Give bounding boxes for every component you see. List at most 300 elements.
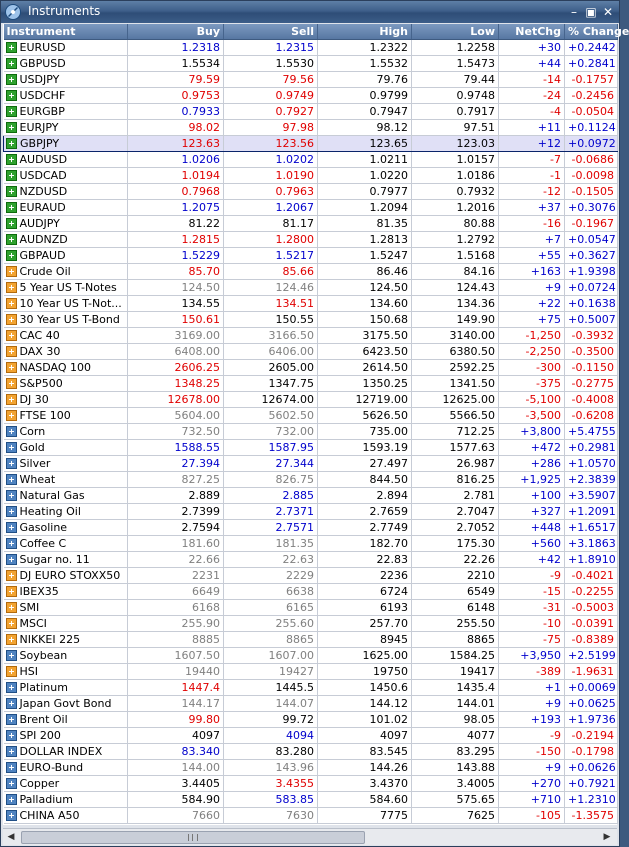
buy-cell[interactable]: 2.7594 [128, 520, 224, 536]
high-cell: 1.2322 [318, 40, 412, 56]
buy-cell[interactable]: 81.22 [128, 216, 224, 232]
buy-cell[interactable]: 4097 [128, 728, 224, 744]
net-cell: +42 [499, 552, 565, 568]
instrument-name-cell[interactable] [4, 136, 128, 152]
buy-cell[interactable]: 144.17 [128, 696, 224, 712]
instrument-name-cell[interactable] [4, 248, 128, 264]
instrument-name-cell[interactable] [4, 648, 128, 664]
col-header-instrument[interactable]: Instrument [4, 24, 128, 40]
buy-cell[interactable]: 1.2075 [128, 200, 224, 216]
sell-cell[interactable]: 1.2315 [224, 40, 318, 56]
futures-icon[interactable] [6, 810, 17, 821]
instrument-name: Corn [19, 425, 46, 438]
instrument-row[interactable] [4, 152, 618, 168]
buy-cell[interactable]: 0.7968 [128, 184, 224, 200]
instrument-row[interactable] [4, 88, 618, 104]
instrument-name-cell[interactable] [4, 664, 128, 680]
net-cell: -150 [499, 744, 565, 760]
instrument-row[interactable] [4, 696, 618, 712]
col-header-sell[interactable]: Sell [224, 24, 318, 40]
fx-pair-icon[interactable] [6, 250, 17, 261]
instrument-name: Natural Gas [19, 489, 85, 502]
instrument-row[interactable] [4, 536, 618, 552]
fx-pair-icon[interactable] [6, 122, 17, 133]
instrument-name-cell[interactable] [4, 168, 128, 184]
sell-cell[interactable]: 732.00 [224, 424, 318, 440]
buy-cell[interactable]: 255.90 [128, 616, 224, 632]
title-bar[interactable] [1, 1, 619, 23]
instrument-name-cell[interactable] [4, 88, 128, 104]
futures-icon[interactable] [6, 474, 17, 485]
futures-icon[interactable] [6, 538, 17, 549]
buy-cell[interactable]: 2.889 [128, 488, 224, 504]
sell-cell[interactable]: 8865 [224, 632, 318, 648]
instrument-row[interactable] [4, 520, 618, 536]
instrument-name-cell[interactable] [4, 744, 128, 760]
instrument-name-cell[interactable] [4, 632, 128, 648]
instrument-name-cell[interactable] [4, 696, 128, 712]
sell-cell[interactable]: 19427 [224, 664, 318, 680]
pct-cell: -0.0391 [565, 616, 618, 632]
cfd-icon[interactable] [6, 314, 17, 325]
instrument-row[interactable] [4, 232, 618, 248]
futures-icon[interactable] [6, 730, 17, 741]
instrument-name-cell[interactable] [4, 488, 128, 504]
futures-icon[interactable] [6, 522, 17, 533]
net-cell: -105 [499, 808, 565, 824]
fx-pair-icon[interactable] [6, 218, 17, 229]
instrument-row[interactable] [4, 408, 618, 424]
cfd-icon[interactable] [6, 586, 17, 597]
buy-cell[interactable]: 1588.55 [128, 440, 224, 456]
instrument-row[interactable] [4, 360, 618, 376]
sell-cell[interactable]: 12674.00 [224, 392, 318, 408]
instrument-name-cell[interactable] [4, 440, 128, 456]
high-cell: 3.4370 [318, 776, 412, 792]
sell-cell[interactable]: 4094 [224, 728, 318, 744]
instrument-row[interactable] [4, 456, 618, 472]
col-header-buy[interactable]: Buy [128, 24, 224, 40]
instrument-row[interactable] [4, 104, 618, 120]
buy-cell[interactable]: 827.25 [128, 472, 224, 488]
buy-cell[interactable]: 1607.50 [128, 648, 224, 664]
instrument-name-cell[interactable] [4, 808, 128, 824]
sell-cell[interactable]: 144.07 [224, 696, 318, 712]
sell-cell[interactable]: 123.56 [224, 136, 318, 152]
col-header-netchg[interactable]: NetChg [499, 24, 565, 40]
buy-cell[interactable]: 1.5534 [128, 56, 224, 72]
instrument-name-cell[interactable] [4, 600, 128, 616]
instrument-name-cell[interactable] [4, 616, 128, 632]
instrument-name-cell[interactable] [4, 184, 128, 200]
net-cell: -375 [499, 376, 565, 392]
buy-cell[interactable]: 19440 [128, 664, 224, 680]
instrument-row[interactable] [4, 568, 618, 584]
sell-cell[interactable]: 27.344 [224, 456, 318, 472]
buy-cell[interactable]: 1.0206 [128, 152, 224, 168]
cfd-icon[interactable] [6, 362, 17, 373]
sell-cell[interactable]: 1607.00 [224, 648, 318, 664]
instrument-row[interactable] [4, 648, 618, 664]
pct-cell: +0.2981 [565, 440, 618, 456]
instrument-name-cell[interactable] [4, 552, 128, 568]
sell-cell[interactable]: 2229 [224, 568, 318, 584]
scrollbar-thumb[interactable] [21, 831, 365, 844]
low-cell: 3140.00 [412, 328, 499, 344]
sell-cell[interactable]: 1.0190 [224, 168, 318, 184]
cfd-icon[interactable] [6, 666, 17, 677]
high-cell: 2614.50 [318, 360, 412, 376]
instrument-name-cell[interactable] [4, 312, 128, 328]
pct-cell: +0.7921 [565, 776, 618, 792]
pct-cell: +0.5007 [565, 312, 618, 328]
instrument-row[interactable] [4, 328, 618, 344]
instrument-row[interactable] [4, 584, 618, 600]
buy-cell[interactable]: 1.5229 [128, 248, 224, 264]
buy-cell[interactable]: 181.60 [128, 536, 224, 552]
buy-cell[interactable]: 150.61 [128, 312, 224, 328]
instrument-name-cell[interactable] [4, 568, 128, 584]
col-header-high[interactable]: High [318, 24, 412, 40]
buy-cell[interactable]: 83.340 [128, 744, 224, 760]
cfd-icon[interactable] [6, 330, 17, 341]
sell-cell[interactable]: 79.56 [224, 72, 318, 88]
buy-cell[interactable]: 0.9753 [128, 88, 224, 104]
buy-cell[interactable]: 123.63 [128, 136, 224, 152]
cfd-icon[interactable] [6, 266, 17, 277]
futures-icon[interactable] [6, 650, 17, 661]
instrument-name: S&P500 [19, 377, 63, 390]
fx-pair-icon[interactable] [6, 106, 17, 117]
instrument-name-cell[interactable] [4, 328, 128, 344]
instrument-row[interactable] [4, 392, 618, 408]
instrument-name: Brent Oil [19, 713, 68, 726]
instrument-row[interactable] [4, 552, 618, 568]
sell-cell[interactable]: 2.7571 [224, 520, 318, 536]
instrument-row[interactable] [4, 40, 618, 56]
sell-cell[interactable]: 181.35 [224, 536, 318, 552]
scroll-right-icon[interactable]: ▶ [603, 832, 611, 842]
instrument-name-cell[interactable] [4, 40, 128, 56]
buy-cell[interactable]: 6649 [128, 584, 224, 600]
high-cell: 2.7659 [318, 504, 412, 520]
instrument-name-cell[interactable] [4, 728, 128, 744]
scroll-left-icon[interactable]: ◀ [7, 832, 15, 842]
close-icon[interactable]: ✕ [602, 5, 614, 19]
sell-cell[interactable]: 2.885 [224, 488, 318, 504]
instrument-name-cell[interactable] [4, 296, 128, 312]
instrument-name-cell[interactable] [4, 520, 128, 536]
instrument-name-cell[interactable] [4, 680, 128, 696]
low-cell: 3.4005 [412, 776, 499, 792]
high-cell: 1.2094 [318, 200, 412, 216]
cfd-icon[interactable] [6, 298, 17, 309]
sell-cell[interactable]: 1587.95 [224, 440, 318, 456]
low-cell: 1341.50 [412, 376, 499, 392]
buy-cell[interactable]: 124.50 [128, 280, 224, 296]
sell-cell[interactable]: 7630 [224, 808, 318, 824]
high-cell: 1.5247 [318, 248, 412, 264]
buy-cell[interactable]: 1348.25 [128, 376, 224, 392]
buy-cell[interactable]: 12678.00 [128, 392, 224, 408]
instrument-name: USDCAD [19, 169, 67, 182]
sell-cell[interactable]: 255.60 [224, 616, 318, 632]
sell-cell[interactable]: 150.55 [224, 312, 318, 328]
instrument-row[interactable] [4, 472, 618, 488]
sell-cell[interactable]: 143.96 [224, 760, 318, 776]
instrument-name-cell[interactable] [4, 344, 128, 360]
instrument-row[interactable] [4, 808, 618, 824]
futures-icon[interactable] [6, 762, 17, 773]
instrument-name-cell[interactable] [4, 264, 128, 280]
instrument-row[interactable] [4, 488, 618, 504]
futures-icon[interactable] [6, 794, 17, 805]
instrument-name-cell[interactable] [4, 504, 128, 520]
futures-icon[interactable] [6, 426, 17, 437]
instrument-row[interactable] [4, 632, 618, 648]
sell-cell[interactable]: 134.51 [224, 296, 318, 312]
buy-cell[interactable]: 2.7399 [128, 504, 224, 520]
instrument-name-cell[interactable] [4, 712, 128, 728]
sell-cell[interactable]: 2605.00 [224, 360, 318, 376]
buy-cell[interactable]: 5604.00 [128, 408, 224, 424]
instrument-name: USDCHF [19, 89, 66, 102]
buy-cell[interactable]: 6168 [128, 600, 224, 616]
fx-pair-icon[interactable] [6, 74, 17, 85]
futures-icon[interactable] [6, 490, 17, 501]
instrument-row[interactable] [4, 744, 618, 760]
futures-icon[interactable] [6, 554, 17, 565]
cfd-icon[interactable] [6, 410, 17, 421]
buy-cell[interactable]: 1.2318 [128, 40, 224, 56]
sell-cell[interactable]: 3.4355 [224, 776, 318, 792]
futures-icon[interactable] [6, 506, 17, 517]
buy-cell[interactable]: 144.00 [128, 760, 224, 776]
instrument-name-cell[interactable] [4, 232, 128, 248]
sell-cell[interactable]: 83.280 [224, 744, 318, 760]
horizontal-scrollbar[interactable] [3, 828, 617, 845]
net-cell: -3,500 [499, 408, 565, 424]
instrument-row[interactable] [4, 616, 618, 632]
instrument-row[interactable] [4, 248, 618, 264]
instrument-name-cell[interactable] [4, 456, 128, 472]
cfd-icon[interactable] [6, 618, 17, 629]
instrument-name-cell[interactable] [4, 280, 128, 296]
instrument-name-cell[interactable] [4, 72, 128, 88]
instrument-name-cell[interactable] [4, 152, 128, 168]
instrument-row[interactable] [4, 344, 618, 360]
pct-cell: +3.5907 [565, 488, 618, 504]
fx-pair-icon[interactable] [6, 138, 17, 149]
buy-cell[interactable]: 85.70 [128, 264, 224, 280]
instrument-name-cell[interactable] [4, 104, 128, 120]
fx-pair-icon[interactable] [6, 58, 17, 69]
cfd-icon[interactable] [6, 634, 17, 645]
instrument-row[interactable] [4, 600, 618, 616]
instrument-name-cell[interactable] [4, 200, 128, 216]
instrument-name-cell[interactable] [4, 776, 128, 792]
instrument-row[interactable] [4, 200, 618, 216]
instrument-row[interactable] [4, 264, 618, 280]
instrument-row[interactable] [4, 56, 618, 72]
net-cell: +710 [499, 792, 565, 808]
futures-icon[interactable] [6, 458, 17, 469]
instrument-row[interactable] [4, 120, 618, 136]
buy-cell[interactable]: 2606.25 [128, 360, 224, 376]
instrument-name-cell[interactable] [4, 584, 128, 600]
instrument-name-cell[interactable] [4, 792, 128, 808]
sell-cell[interactable]: 0.9749 [224, 88, 318, 104]
instrument-row[interactable] [4, 312, 618, 328]
instrument-row[interactable] [4, 728, 618, 744]
sell-cell[interactable]: 1.5530 [224, 56, 318, 72]
buy-cell[interactable]: 22.66 [128, 552, 224, 568]
buy-cell[interactable]: 8885 [128, 632, 224, 648]
sell-cell[interactable]: 1347.75 [224, 376, 318, 392]
futures-icon[interactable] [6, 778, 17, 789]
instrument-row[interactable] [4, 296, 618, 312]
instrument-row[interactable] [4, 280, 618, 296]
fx-pair-icon[interactable] [6, 186, 17, 197]
futures-icon[interactable] [6, 746, 17, 757]
instrument-name: Soybean [19, 649, 68, 662]
buy-cell[interactable]: 2231 [128, 568, 224, 584]
instrument-name-cell[interactable] [4, 360, 128, 376]
pct-cell: -0.0098 [565, 168, 618, 184]
buy-cell[interactable]: 6408.00 [128, 344, 224, 360]
instrument-name-cell[interactable] [4, 536, 128, 552]
buy-cell[interactable]: 7660 [128, 808, 224, 824]
instrument-row[interactable] [4, 664, 618, 680]
instrument-name: EURO-Bund [19, 761, 84, 774]
buy-cell[interactable]: 1.2815 [128, 232, 224, 248]
fx-pair-icon[interactable] [6, 170, 17, 181]
instrument-row[interactable] [4, 216, 618, 232]
instrument-row[interactable] [4, 168, 618, 184]
instrument-row[interactable] [4, 440, 618, 456]
sell-cell[interactable]: 6406.00 [224, 344, 318, 360]
instrument-row[interactable] [4, 712, 618, 728]
instrument-name-cell[interactable] [4, 376, 128, 392]
sell-cell[interactable]: 0.7963 [224, 184, 318, 200]
low-cell: 1.5168 [412, 248, 499, 264]
net-cell: -389 [499, 664, 565, 680]
low-cell: 1.0186 [412, 168, 499, 184]
instrument-row[interactable] [4, 680, 618, 696]
instrument-name-cell[interactable] [4, 472, 128, 488]
fx-pair-icon[interactable] [6, 154, 17, 165]
sell-cell[interactable]: 1.2800 [224, 232, 318, 248]
instrument-name-cell[interactable] [4, 408, 128, 424]
instrument-name-cell[interactable] [4, 216, 128, 232]
low-cell: 22.26 [412, 552, 499, 568]
futures-icon[interactable] [6, 714, 17, 725]
sell-cell[interactable]: 5602.50 [224, 408, 318, 424]
cfd-icon[interactable] [6, 282, 17, 293]
fx-pair-icon[interactable] [6, 234, 17, 245]
instrument-row[interactable] [4, 792, 618, 808]
sell-cell[interactable]: 97.98 [224, 120, 318, 136]
cfd-icon[interactable] [6, 346, 17, 357]
sell-cell[interactable]: 0.7927 [224, 104, 318, 120]
sell-cell[interactable]: 2.7371 [224, 504, 318, 520]
instrument-name-cell[interactable] [4, 760, 128, 776]
sell-cell[interactable]: 1.0202 [224, 152, 318, 168]
fx-pair-icon[interactable] [6, 202, 17, 213]
buy-cell[interactable]: 1.0194 [128, 168, 224, 184]
cfd-icon[interactable] [6, 394, 17, 405]
sell-cell[interactable]: 1.5217 [224, 248, 318, 264]
instrument-row[interactable] [4, 136, 618, 152]
instrument-row[interactable] [4, 504, 618, 520]
buy-cell[interactable]: 98.02 [128, 120, 224, 136]
sell-cell[interactable]: 826.75 [224, 472, 318, 488]
high-cell: 98.12 [318, 120, 412, 136]
instrument-row[interactable] [4, 424, 618, 440]
net-cell: +55 [499, 248, 565, 264]
instrument-row[interactable] [4, 184, 618, 200]
instrument-name-cell[interactable] [4, 424, 128, 440]
fx-pair-icon[interactable] [6, 90, 17, 101]
buy-cell[interactable]: 0.7933 [128, 104, 224, 120]
cfd-icon[interactable] [6, 602, 17, 613]
fx-pair-icon[interactable] [6, 42, 17, 53]
futures-icon[interactable] [6, 698, 17, 709]
buy-cell[interactable]: 79.59 [128, 72, 224, 88]
buy-cell[interactable]: 134.55 [128, 296, 224, 312]
sell-cell[interactable]: 22.63 [224, 552, 318, 568]
sell-cell[interactable]: 81.17 [224, 216, 318, 232]
header-row [4, 24, 618, 40]
sell-cell[interactable]: 6638 [224, 584, 318, 600]
minimize-icon[interactable]: – [571, 5, 577, 19]
maximize-icon[interactable]: ▣ [585, 5, 597, 19]
instrument-row[interactable] [4, 776, 618, 792]
buy-cell[interactable]: 1447.4 [128, 680, 224, 696]
sell-cell[interactable]: 124.46 [224, 280, 318, 296]
cfd-icon[interactable] [6, 570, 17, 581]
futures-icon[interactable] [6, 442, 17, 453]
buy-cell[interactable]: 3169.00 [128, 328, 224, 344]
high-cell: 27.497 [318, 456, 412, 472]
col-header-pct-change[interactable]: % Change [565, 24, 618, 40]
net-cell: +37 [499, 200, 565, 216]
buy-cell[interactable]: 27.394 [128, 456, 224, 472]
buy-cell[interactable]: 584.90 [128, 792, 224, 808]
sell-cell[interactable]: 583.85 [224, 792, 318, 808]
buy-cell[interactable]: 3.4405 [128, 776, 224, 792]
instrument-row[interactable] [4, 72, 618, 88]
pct-cell: +0.0626 [565, 760, 618, 776]
col-header-low[interactable]: Low [412, 24, 499, 40]
sell-cell[interactable]: 1.2067 [224, 200, 318, 216]
cfd-icon[interactable] [6, 378, 17, 389]
instrument-name-cell[interactable] [4, 56, 128, 72]
buy-cell[interactable]: 732.50 [128, 424, 224, 440]
futures-icon[interactable] [6, 682, 17, 693]
sell-cell[interactable]: 99.72 [224, 712, 318, 728]
sell-cell[interactable]: 1445.5 [224, 680, 318, 696]
instrument-name-cell[interactable] [4, 392, 128, 408]
instrument-name-cell[interactable] [4, 120, 128, 136]
sell-cell[interactable]: 6165 [224, 600, 318, 616]
instrument-row[interactable] [4, 376, 618, 392]
instrument-row[interactable] [4, 760, 618, 776]
sell-cell[interactable]: 85.66 [224, 264, 318, 280]
low-cell: 1435.4 [412, 680, 499, 696]
sell-cell[interactable]: 3166.50 [224, 328, 318, 344]
buy-cell[interactable]: 99.80 [128, 712, 224, 728]
